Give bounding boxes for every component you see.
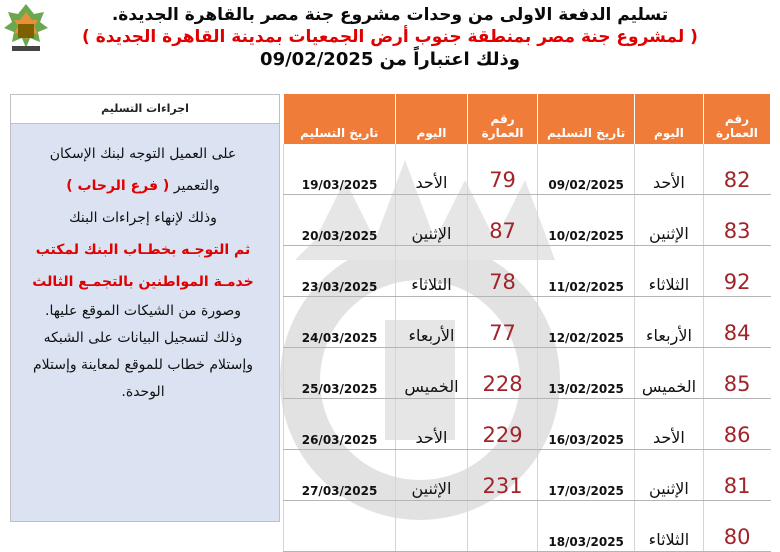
table-row [284, 297, 771, 348]
delivery-date: 12/02/2025 [538, 297, 635, 348]
col-header-day: اليوم [635, 94, 704, 144]
building-number: 92 [703, 246, 770, 297]
procedure-line-highlight: ثم التوجـه بخطـاب البنك لمكتب [35, 242, 251, 258]
delivery-day: الإثنين [635, 195, 704, 246]
procedure-line: على العميل التوجه لبنك الإسكان [49, 146, 237, 162]
building-number: 82 [703, 144, 770, 195]
delivery-date: 09/02/2025 [538, 144, 635, 195]
delivery-date: 11/02/2025 [538, 246, 635, 297]
building-number: 84 [703, 297, 770, 348]
table-row [284, 195, 771, 246]
procedure-line: وصورة من الشيكات الموقع عليها. [45, 303, 241, 319]
procedure-line: وذلك لإنهاء إجراءات البنك [69, 210, 217, 226]
building-number: 87 [467, 195, 537, 246]
delivery-date: 13/02/2025 [538, 348, 635, 399]
procedure-text: والتعمير [173, 178, 220, 194]
delivery-date: 10/02/2025 [538, 195, 635, 246]
table-row [284, 246, 771, 297]
delivery-date [284, 501, 396, 552]
table-row [284, 144, 771, 195]
delivery-date: 23/03/2025 [284, 246, 396, 297]
delivery-date: 20/03/2025 [284, 195, 396, 246]
col-header-day: اليوم [396, 94, 468, 144]
building-number: 228 [467, 348, 537, 399]
page-header [60, 4, 720, 72]
table-header-row [284, 94, 771, 144]
building-number: 77 [467, 297, 537, 348]
delivery-day: الأربعاء [635, 297, 704, 348]
procedure-line [21, 170, 265, 202]
delivery-day: الثلاثاء [635, 501, 704, 552]
delivery-date: 17/03/2025 [538, 450, 635, 501]
delivery-day: الإثنين [396, 195, 468, 246]
building-number: 78 [467, 246, 537, 297]
delivery-day: الخميس [635, 348, 704, 399]
procedure-line: وإستلام خطاب للموقع لمعاينة وإستلام [32, 357, 253, 373]
col-header-date: تاريخ التسليم [538, 94, 635, 144]
building-number: 81 [703, 450, 770, 501]
delivery-day: الثلاثاء [635, 246, 704, 297]
col-header-building: رقم العمارة [467, 94, 537, 144]
page-title: تسليم الدفعة الاولى من وحدات مشروع جنة مصر بالقاهرة الجديدة. [111, 5, 669, 25]
delivery-date: 16/03/2025 [538, 399, 635, 450]
procedure-line: الوحدة. [121, 384, 165, 400]
delivery-day: الأحد [635, 144, 704, 195]
building-number: 85 [703, 348, 770, 399]
building-number: 80 [703, 501, 770, 552]
delivery-date: 26/03/2025 [284, 399, 396, 450]
delivery-day: الثلاثاء [396, 246, 468, 297]
delivery-day: الخميس [396, 348, 468, 399]
delivery-date: 27/03/2025 [284, 450, 396, 501]
col-header-building: رقم العمارة [703, 94, 770, 144]
delivery-day: الإثنين [396, 450, 468, 501]
building-number: 86 [703, 399, 770, 450]
delivery-date: 25/03/2025 [284, 348, 396, 399]
table-row [284, 450, 771, 501]
delivery-date: 18/03/2025 [538, 501, 635, 552]
building-number: 231 [467, 450, 537, 501]
building-number: 83 [703, 195, 770, 246]
building-number [467, 501, 537, 552]
procedure-line-highlight: خدمـة المواطنين بالتجمـع الثالث [32, 274, 254, 290]
delivery-date: 24/03/2025 [284, 297, 396, 348]
delivery-day: الإثنين [635, 450, 704, 501]
authority-logo-icon [4, 2, 48, 52]
delivery-day: الأحد [635, 399, 704, 450]
delivery-day: الأربعاء [396, 297, 468, 348]
col-header-date: تاريخ التسليم [284, 94, 396, 144]
table-row [284, 399, 771, 450]
start-date-line: وذلك اعتباراً من 09/02/2025 [260, 49, 520, 70]
procedures-body [10, 124, 280, 522]
delivery-procedures-panel [10, 94, 280, 522]
delivery-day: الأحد [396, 144, 468, 195]
building-number: 229 [467, 399, 537, 450]
delivery-schedule-table [283, 94, 771, 552]
building-number: 79 [467, 144, 537, 195]
delivery-day [396, 501, 468, 552]
procedure-line: وذلك لتسجيل البيانات على الشبكه [43, 330, 243, 346]
branch-name: ( فرع الرحاب ) [66, 178, 170, 194]
delivery-date: 19/03/2025 [284, 144, 396, 195]
procedures-heading: اجراءات التسليم [10, 94, 280, 124]
table-row [284, 501, 771, 552]
table-row [284, 348, 771, 399]
page-subtitle: ( لمشروع جنة مصر بمنطقة جنوب أرض الجمعيات بمدينة القاهرة الجديدة ) [82, 27, 698, 47]
delivery-day: الأحد [396, 399, 468, 450]
